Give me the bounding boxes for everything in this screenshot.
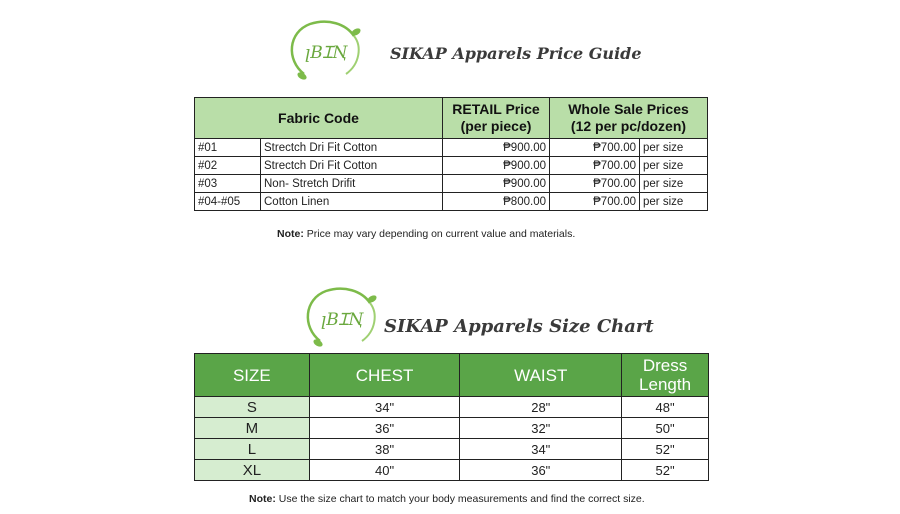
- table-row: [195, 418, 709, 439]
- unit-cell: per size: [640, 157, 708, 175]
- size-table: [194, 353, 709, 481]
- waist-header: WAIST: [460, 354, 622, 397]
- table-row: [195, 157, 708, 175]
- fabric-code-cell: #04-#05: [195, 193, 261, 211]
- price-note-label: Note:: [277, 228, 304, 240]
- chest-cell: 36": [309, 418, 460, 439]
- size-header: SIZE: [195, 354, 310, 397]
- chest-cell: 40": [309, 460, 460, 481]
- chest-cell: 38": [309, 439, 460, 460]
- fabric-name-cell: Strectch Dri Fit Cotton: [261, 139, 443, 157]
- price-note-text: Price may vary depending on current value and materials.: [303, 228, 576, 240]
- wholesale-price-cell: ₱700.00: [550, 139, 640, 157]
- size-cell: L: [195, 439, 310, 460]
- price-guide-title: SIKAP Apparels Price Guide: [390, 44, 642, 63]
- fabric-name-cell: Cotton Linen: [261, 193, 443, 211]
- wholesale-price-cell: ₱700.00: [550, 175, 640, 193]
- chest-cell: 34": [309, 397, 460, 418]
- price-table-header: [195, 98, 708, 139]
- fabric-code-header: Fabric Code: [195, 98, 443, 139]
- size-note-text: Use the size chart to match your body measurements and find the correct size.: [275, 493, 645, 505]
- waist-cell: 28": [460, 397, 622, 418]
- retail-price-cell: ₱800.00: [443, 193, 550, 211]
- size-table-header: [195, 354, 709, 397]
- waist-cell: 32": [460, 418, 622, 439]
- wholesale-price-cell: ₱700.00: [550, 193, 640, 211]
- table-row: [195, 460, 709, 481]
- size-note-label: Note:: [249, 493, 276, 505]
- retail-header-line1: RETAIL Price: [452, 101, 540, 117]
- fabric-code-cell: #01: [195, 139, 261, 157]
- unit-cell: per size: [640, 193, 708, 211]
- retail-header-line2: (per piece): [460, 118, 532, 134]
- waist-cell: 34": [460, 439, 622, 460]
- brand-logo-top: [282, 16, 372, 86]
- wholesale-header-line2: (12 per pc/dozen): [570, 118, 687, 134]
- fabric-code-cell: #03: [195, 175, 261, 193]
- size-note: [249, 493, 645, 505]
- dress-header-line1: Dress: [642, 356, 688, 375]
- dress-header-line2: Length: [639, 375, 692, 394]
- table-row: [195, 193, 708, 211]
- dress-length-cell: 52": [622, 460, 709, 481]
- dress-length-cell: 48": [622, 397, 709, 418]
- size-cell: XL: [195, 460, 310, 481]
- unit-cell: per size: [640, 139, 708, 157]
- wholesale-price-cell: ₱700.00: [550, 157, 640, 175]
- dress-length-header: [622, 354, 709, 397]
- table-row: [195, 397, 709, 418]
- table-row: [195, 439, 709, 460]
- logo-text: ꞁBꞮꞐ: [320, 310, 364, 330]
- retail-price-cell: ₱900.00: [443, 139, 550, 157]
- price-note: [277, 228, 575, 240]
- unit-cell: per size: [640, 175, 708, 193]
- fabric-name-cell: Non- Stretch Drifit: [261, 175, 443, 193]
- retail-price-cell: ₱900.00: [443, 175, 550, 193]
- dress-length-cell: 50": [622, 418, 709, 439]
- size-cell: M: [195, 418, 310, 439]
- size-chart-title: SIKAP Apparels Size Chart: [384, 316, 654, 337]
- table-row: [195, 139, 708, 157]
- logo-text: ꞁBꞮꞐ: [304, 43, 348, 63]
- table-row: [195, 175, 708, 193]
- dress-length-cell: 52": [622, 439, 709, 460]
- retail-price-header: [443, 98, 550, 139]
- chest-header: CHEST: [309, 354, 460, 397]
- price-table: [194, 97, 708, 211]
- wholesale-header-line1: Whole Sale Prices: [568, 101, 689, 117]
- retail-price-cell: ₱900.00: [443, 157, 550, 175]
- fabric-name-cell: Strectch Dri Fit Cotton: [261, 157, 443, 175]
- waist-cell: 36": [460, 460, 622, 481]
- fabric-code-cell: #02: [195, 157, 261, 175]
- brand-logo-bottom: [298, 283, 388, 353]
- wholesale-price-header: [550, 98, 708, 139]
- size-cell: S: [195, 397, 310, 418]
